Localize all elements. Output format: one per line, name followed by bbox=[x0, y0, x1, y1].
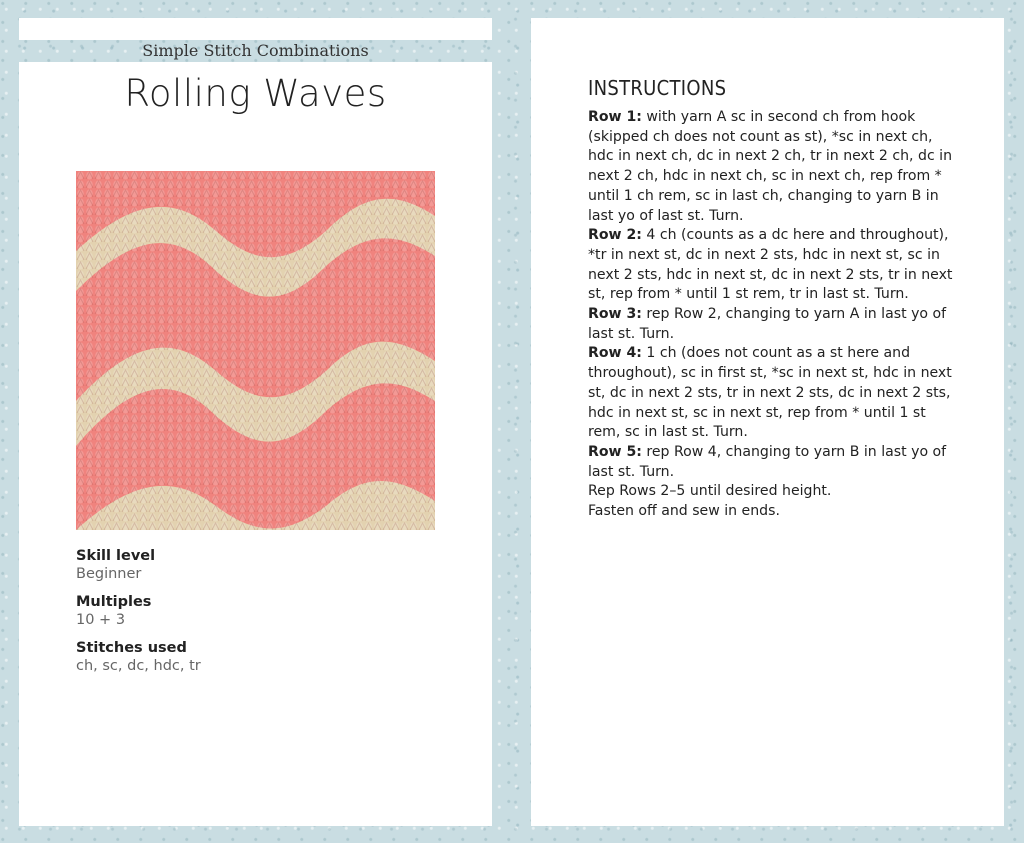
multiples-value: 10 + 3 bbox=[76, 612, 126, 628]
row-2-text: 4 ch (counts as a dc here and throughout), *tr in next st, dc in next 2 sts, hdc in next st, sc in next 2 sts, hdc in next st, dc in next 2 sts, tr in next st, rep from * until 1 st rem, tr in last st. Turn. bbox=[588, 227, 953, 303]
row-2-label: Row 2: bbox=[588, 227, 642, 244]
left-page bbox=[19, 62, 492, 826]
skill-level-value: Beginner bbox=[76, 566, 142, 582]
right-page bbox=[531, 18, 1004, 826]
row-2 bbox=[588, 226, 960, 305]
row-4-text: 1 ch (does not count as a st here and throughout), sc in first st, *sc in next st, hdc in next st, dc in next 2 sts, tr in next 2 sts, dc in next 2 sts, hdc in next st, sc in next st, rep from * until 1 st rem, sc in last st. Turn. bbox=[588, 345, 952, 441]
stitches-used-label: Stitches used bbox=[76, 640, 187, 656]
pattern-details bbox=[76, 548, 456, 686]
row-1-text: with yarn A sc in second ch from hook (skipped ch does not count as st), *sc in next ch, hdc in next ch, dc in next 2 ch, tr in next 2 ch, dc in next 2 ch, hdc in next ch, sc in next ch, rep from * until 1 ch rem, sc in last ch, changing to yarn B in last yo of last st. Turn. bbox=[588, 109, 953, 224]
row-4-label: Row 4: bbox=[588, 345, 642, 362]
row-3 bbox=[588, 305, 960, 344]
row-1 bbox=[588, 108, 960, 226]
row-3-label: Row 3: bbox=[588, 306, 642, 323]
row-5 bbox=[588, 443, 960, 482]
page-top-strip bbox=[19, 18, 492, 40]
row-1-label: Row 1: bbox=[588, 109, 642, 125]
instructions-body bbox=[588, 108, 960, 522]
page-title: Rolling Waves bbox=[124, 72, 387, 115]
closing-line-1: Rep Rows 2–5 until desired height. bbox=[588, 483, 832, 500]
stitches-used-value: ch, sc, dc, hdc, tr bbox=[76, 658, 201, 674]
multiples-label: Multiples bbox=[76, 594, 152, 610]
closing-line-2: Fasten off and sew in ends. bbox=[588, 503, 780, 520]
skill-level-label: Skill level bbox=[76, 548, 156, 564]
row-3-text: rep Row 2, changing to yarn A in last yo of last st. Turn. bbox=[588, 306, 947, 342]
instructions-heading: INSTRUCTIONS bbox=[588, 76, 727, 100]
swatch-illustration bbox=[76, 171, 435, 530]
running-head: Simple Stitch Combinations bbox=[142, 41, 369, 60]
row-5-label: Row 5: bbox=[588, 443, 642, 460]
row-4 bbox=[588, 344, 960, 443]
row-5-text: rep Row 4, changing to yarn B in last yo of last st. Turn. bbox=[588, 443, 947, 480]
stitch-swatch-photo bbox=[76, 171, 435, 530]
